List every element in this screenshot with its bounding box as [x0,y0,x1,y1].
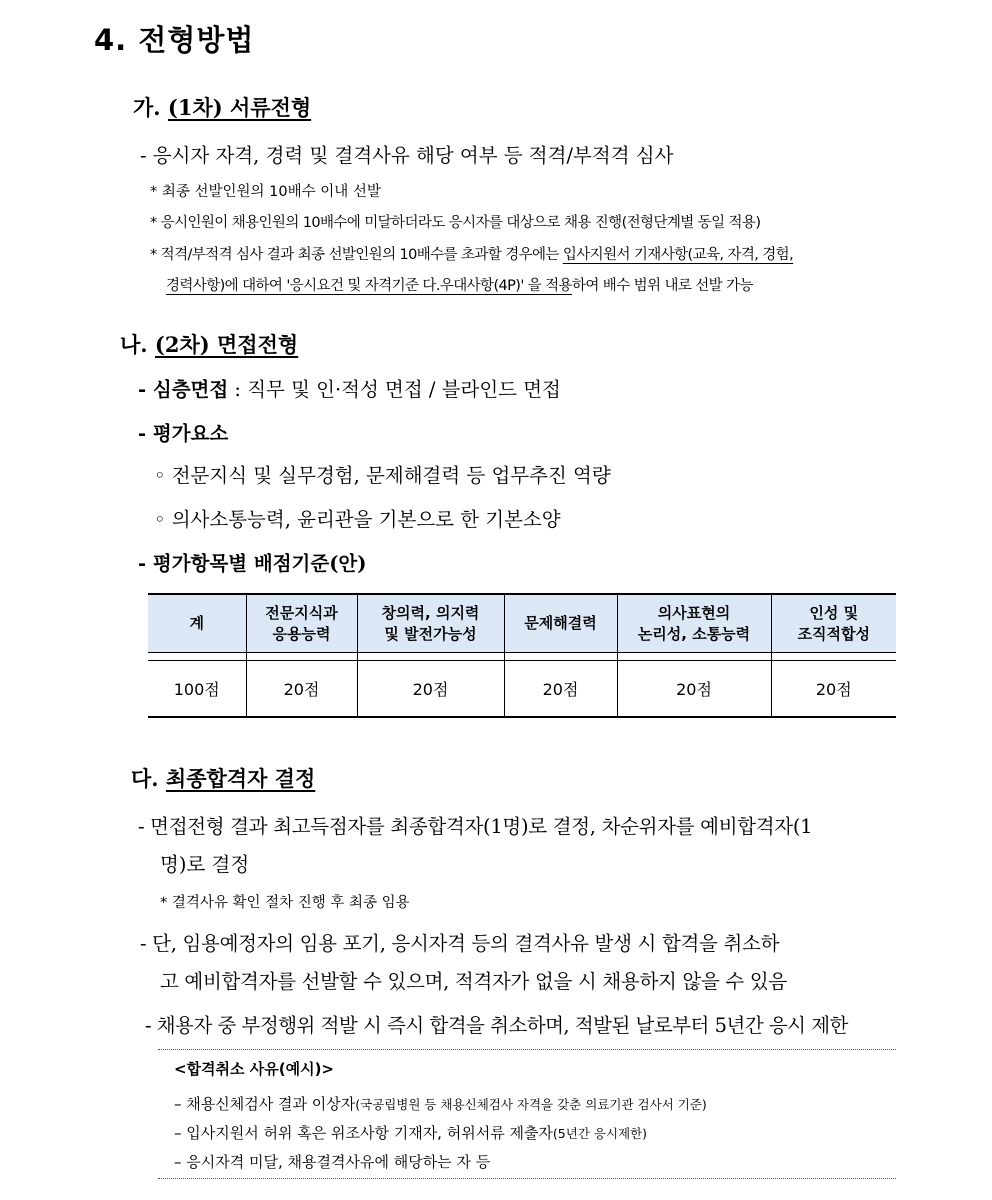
header-creativity: 창의력, 의지력 및 발전가능성 [357,594,504,653]
value-creativity: 20점 [357,661,504,718]
value-communication: 20점 [617,661,771,718]
interview-label: - 심층면접 [138,378,229,401]
section-ga-title: (1차) 서류전형 [167,95,312,120]
header-knowledge: 전문지식과 응용능력 [246,594,357,653]
section-ga-note-1: * 최종 선발인원의 10배수 이내 선발 [150,184,381,200]
cancel-item-2: – 입사지원서 허위 혹은 위조사항 기재자, 허위서류 제출자(5년간 응시제한) [174,1124,648,1142]
decision-note: * 결격사유 확인 절차 진행 후 최종 임용 [160,895,410,911]
decision-line-2: 명)로 결정 [160,853,250,876]
cancel-item-3: – 응시자격 미달, 채용결격사유에 해당하는 자 등 [174,1153,491,1171]
value-problem-solving: 20점 [504,661,617,718]
score-table [148,593,896,718]
cancel-line-2: 고 예비합격자를 선발할 수 있으며, 적격자가 없을 시 채용하지 않을 수 있음 [160,970,787,993]
section-da-prefix: 다. [131,766,159,791]
score-label: - 평가항목별 배점기준(안) [138,552,367,575]
section-na-heading [120,329,298,359]
section-ga-note-2: * 응시인원이 채용인원의 10배수에 미달하더라도 응시자를 대상으로 채용 진행(전형단계별 동일 적용) [150,215,761,231]
section-da-title: 최종합격자 결정 [165,766,316,791]
score-table-value-row [148,661,896,718]
section-ga-note-3-line-2: 경력사항)에 대하여 '응시요건 및 자격기준 다.우대사항(4P)' 을 적용하여 배수 범위 내로 선발 가능 [166,278,753,294]
decision-line-1: - 면접전형 결과 최고득점자를 최종합격자(1명)로 결정, 차순위자를 예비합격자(1 [138,815,813,838]
section-ga-bullet: - 응시자 자격, 경력 및 결격사유 해당 여부 등 적격/부적격 심사 [140,144,674,167]
title-text: 전형방법 [138,23,255,57]
section-ga-heading [133,92,311,122]
value-personality: 20점 [771,661,896,718]
cancel-box-title: <합격취소 사유(예시)> [174,1060,334,1078]
header-personality: 인성 및 조직적합성 [771,594,896,653]
cancel-line-1: - 단, 임용예정자의 임용 포기, 응시자격 등의 결격사유 발생 시 합격을 취소하 [140,932,780,955]
interview-text: : 직무 및 인·적성 면접 / 블라인드 면접 [228,378,561,401]
title-number: 4. [94,23,128,57]
section-da-heading [131,763,315,793]
eval-item-2: ◦ 의사소통능력, 윤리관을 기본으로 한 기본소양 [154,508,561,531]
section-na-prefix: 나. [120,332,148,357]
section-ga-prefix: 가. [133,95,161,120]
value-total: 100점 [148,661,246,718]
value-knowledge: 20점 [246,661,357,718]
header-problem-solving: 문제해결력 [504,594,617,653]
header-communication: 의사표현의 논리성, 소통능력 [617,594,771,653]
cancel-reasons-box [158,1049,896,1179]
header-total: 계 [148,594,246,653]
fraud-line: - 채용자 중 부정행위 적발 시 즉시 합격을 취소하며, 적발된 날로부터 5년간 응시 제한 [145,1014,848,1037]
eval-item-1: ◦ 전문지식 및 실무경험, 문제해결력 등 업무추진 역량 [154,464,611,487]
section-ga-note-3-line-1: * 적격/부적격 심사 결과 최종 선발인원의 10배수를 초과할 경우에는 입사지원서 기재사항(교육, 자격, 경험, [150,247,794,263]
page-title [94,18,254,59]
interview-line [138,374,561,402]
cancel-item-1: – 채용신체검사 결과 이상자(국공립병원 등 채용신체검사 자격을 갖춘 의료기관 검사서 기준) [174,1095,707,1113]
eval-label: - 평가요소 [138,422,229,445]
section-na-title: (2차) 면접전형 [154,332,299,357]
score-table-header-row [148,594,896,653]
